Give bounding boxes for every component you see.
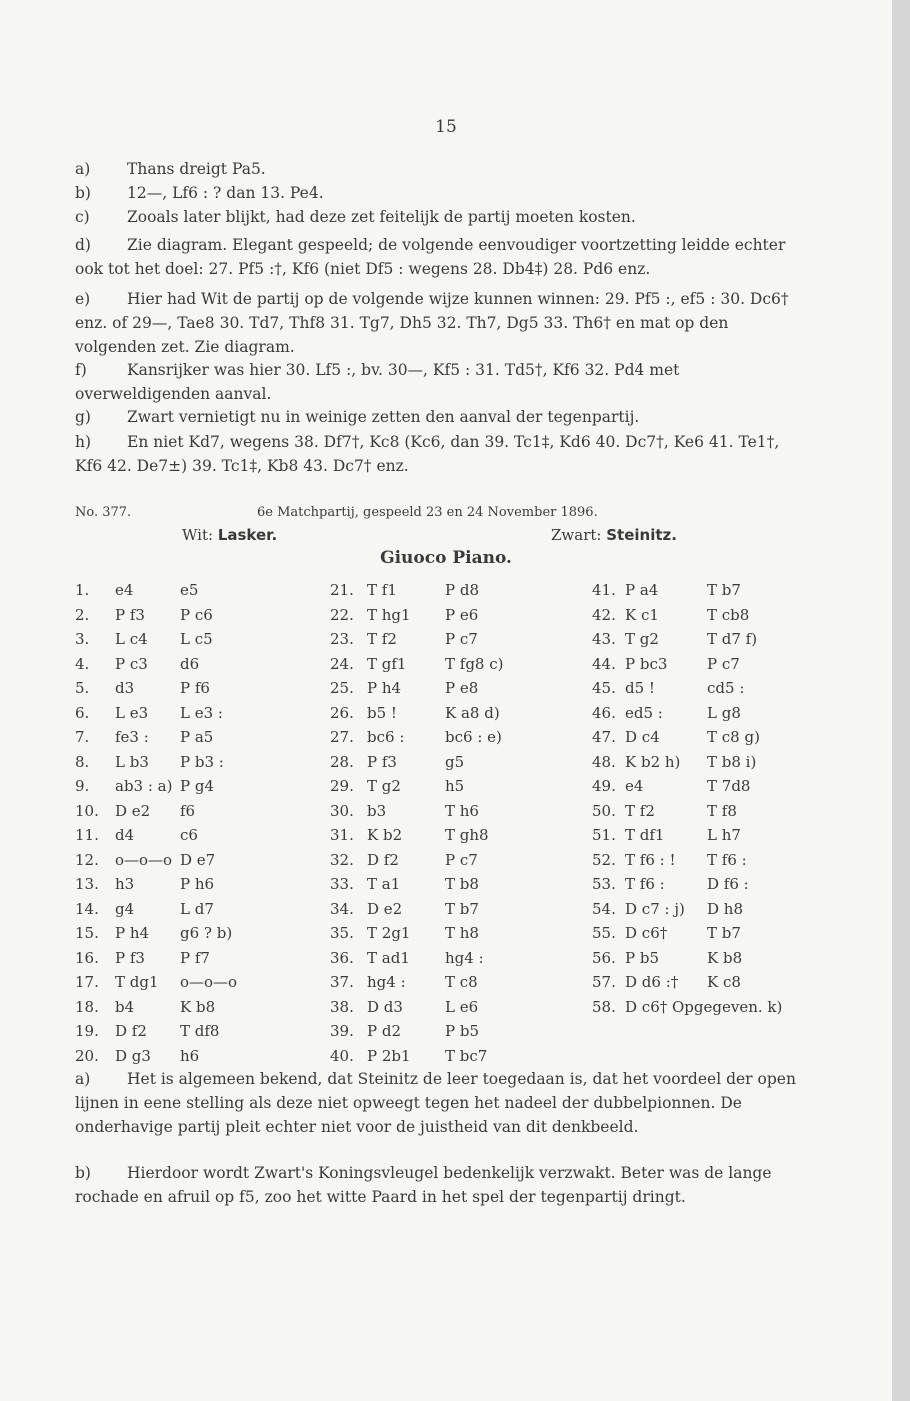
white-move: P f3 — [115, 948, 145, 967]
black-move: P c7 — [445, 630, 478, 648]
move-number: 36. — [330, 948, 354, 967]
move-number: 30. — [330, 801, 354, 820]
white-move: T df1 — [625, 826, 665, 844]
black-move: g5 — [445, 752, 465, 771]
white-move: P 2b1 — [367, 1046, 411, 1065]
black-move: P b5 — [445, 1022, 480, 1040]
move-number: 9. — [75, 777, 90, 795]
white-move: T g2 — [625, 630, 659, 648]
black-move: hg4 : — [445, 948, 484, 967]
white-move: T f6 : ! — [625, 850, 676, 869]
move-row — [75, 578, 325, 603]
move-row — [330, 921, 585, 946]
move-number: 22. — [330, 605, 354, 624]
move-number: 56. — [592, 948, 616, 967]
move-row — [592, 578, 812, 603]
move-row — [330, 750, 585, 775]
footnote-d: d) Zie diagram. Elegant gespeeld; de volgende eenvoudiger voortzetting leidde echter ook tot het doel: 27. Pf5 :†, Kf6 (niet Df5 : wegens 28. Db4‡) 28. Pd6 enz. — [75, 236, 786, 278]
move-row — [330, 799, 585, 824]
move-row — [330, 652, 585, 677]
black-move: K b8 — [707, 948, 743, 967]
move-row — [592, 970, 812, 995]
move-number: 41. — [592, 581, 616, 599]
black-move: L h7 — [707, 826, 741, 844]
move-row — [330, 872, 585, 897]
move-number: 24. — [330, 654, 354, 673]
black-move: L c5 — [180, 630, 213, 648]
white-move: T f2 — [367, 630, 397, 648]
black-move: P c7 — [445, 850, 478, 869]
white-move: P bc3 — [625, 654, 668, 673]
move-row — [592, 1044, 812, 1069]
black-move: L e3 : — [180, 703, 223, 722]
black-move: T f8 — [707, 801, 737, 820]
move-row — [75, 774, 325, 799]
move-number: 39. — [330, 1022, 354, 1040]
game-header: 6e Matchpartij, gespeeld 23 en 24 November 1896. — [257, 505, 598, 520]
move-row — [75, 897, 325, 922]
black-move: T b8 i) — [707, 752, 757, 771]
move-number: 55. — [592, 924, 616, 942]
footnote-c: c) Zooals later blijkt, had deze zet feitelijk de partij moeten kosten. — [75, 208, 636, 226]
white-move: P h4 — [115, 924, 150, 942]
move-row — [330, 1019, 585, 1044]
black-move: P g4 — [180, 777, 215, 795]
white-move: e4 — [115, 581, 134, 599]
black-move: h5 — [445, 777, 465, 795]
black-move: P a5 — [180, 728, 214, 746]
move-number: 10. — [75, 801, 99, 820]
white-move: T f2 — [625, 801, 655, 820]
move-row — [75, 627, 325, 652]
white-move: P f3 — [115, 605, 145, 624]
black-move: P c6 — [180, 605, 213, 624]
white-move: d3 — [115, 679, 135, 697]
move-row — [592, 1019, 812, 1044]
white-move: T f1 — [367, 581, 397, 599]
move-row — [75, 921, 325, 946]
move-row — [330, 578, 585, 603]
move-number: 26. — [330, 703, 354, 722]
move-row — [330, 676, 585, 701]
footnote-b: b) 12—, Lf6 : ? dan 13. Pe4. — [75, 184, 324, 202]
black-move: bc6 : e) — [445, 728, 502, 746]
white-move: b4 — [115, 997, 135, 1016]
black-player: Zwart: Steinitz. — [551, 526, 677, 544]
move-row — [592, 652, 812, 677]
game-number: No. 377. — [75, 505, 132, 520]
white-move: K b2 h) — [625, 752, 681, 771]
move-row — [75, 970, 325, 995]
white-move: D g3 — [115, 1046, 151, 1065]
move-row — [330, 897, 585, 922]
black-move: e5 — [180, 581, 199, 599]
move-number: 7. — [75, 728, 90, 746]
move-number: 25. — [330, 679, 354, 697]
white-move: T ad1 — [367, 948, 410, 967]
move-number: 34. — [330, 899, 354, 918]
move-row — [592, 848, 812, 873]
black-move: P b3 : — [180, 752, 224, 771]
black-move: L e6 — [445, 997, 479, 1016]
move-number: 12. — [75, 850, 99, 869]
black-move: T gh8 — [445, 826, 489, 844]
move-number: 18. — [75, 997, 99, 1016]
move-row — [592, 995, 812, 1020]
move-row — [592, 701, 812, 726]
white-player: Wit: Lasker. — [182, 526, 278, 544]
move-row — [75, 1019, 325, 1044]
move-number: 19. — [75, 1022, 99, 1040]
move-number: 32. — [330, 850, 354, 869]
move-number: 8. — [75, 752, 90, 771]
white-move: D d6 :† — [625, 973, 679, 991]
footnote-e: e) Hier had Wit de partij op de volgende wijze kunnen winnen: 29. Pf5 :, ef5 : 30. Dc6† enz. of 29—, Tae8 30. Td7, Thf8 31. Tg7, Dh5 32. Th7, Dg5 33. Th6† en mat op den volgenden zet. Zie diagram. — [75, 290, 789, 356]
white-move: T f6 : — [625, 875, 665, 893]
move-number: 50. — [592, 801, 616, 820]
move-row — [330, 774, 585, 799]
black-move: T f6 : — [707, 850, 747, 869]
move-number: 17. — [75, 973, 99, 991]
move-row — [75, 750, 325, 775]
move-row — [75, 676, 325, 701]
white-move: T hg1 — [367, 605, 411, 624]
move-number: 21. — [330, 581, 354, 599]
white-move: K c1 — [625, 605, 659, 624]
move-row — [592, 725, 812, 750]
white-move: T a1 — [367, 875, 401, 893]
move-number: 29. — [330, 777, 354, 795]
move-number: 57. — [592, 973, 616, 991]
black-move: g6 ? b) — [180, 924, 233, 942]
black-move: T c8 g) — [707, 728, 760, 746]
black-move: P h6 — [180, 875, 215, 893]
black-move: K c8 — [707, 973, 741, 991]
move-row — [330, 701, 585, 726]
white-move: g4 — [115, 899, 135, 918]
move-row — [75, 652, 325, 677]
white-move: b5 ! — [367, 703, 397, 722]
white-move: ed5 : — [625, 703, 663, 722]
footnote-bottom-b: b) Hierdoor wordt Zwart's Koningsvleugel bedenkelijk verzwakt. Beter was de lange rochade en afruil op f5, zoo het witte Paard in het spel der tegenpartij dringt. — [75, 1164, 772, 1206]
move-row — [330, 946, 585, 971]
black-move: T b7 — [707, 924, 741, 942]
white-move: b3 — [367, 801, 387, 820]
move-number: 49. — [592, 777, 616, 795]
move-row — [75, 995, 325, 1020]
footnote-f: f) Kansrijker was hier 30. Lf5 :, bv. 30—, Kf5 : 31. Td5†, Kf6 32. Pd4 met overweldigenden aanval. — [75, 361, 680, 403]
move-number: 23. — [330, 630, 354, 648]
move-number: 38. — [330, 997, 354, 1016]
move-row — [592, 823, 812, 848]
white-move: P f3 — [367, 752, 397, 771]
move-row — [592, 676, 812, 701]
black-move: f6 — [180, 801, 196, 820]
move-row — [592, 921, 812, 946]
black-move: T h8 — [445, 924, 479, 942]
move-number: 16. — [75, 948, 99, 967]
footnote-a: a) Thans dreigt Pa5. — [75, 160, 266, 178]
black-move: L g8 — [707, 703, 741, 722]
white-move: K b2 — [367, 826, 403, 844]
black-move: h6 — [180, 1046, 200, 1065]
moves-column-1 — [75, 578, 325, 1068]
white-move: hg4 : — [367, 973, 406, 991]
white-move: T 2g1 — [367, 924, 411, 942]
move-number: 20. — [75, 1046, 99, 1065]
move-number: 40. — [330, 1046, 354, 1065]
move-number: 43. — [592, 630, 616, 648]
white-move: e4 — [625, 777, 644, 795]
white-move: P b5 — [625, 948, 660, 967]
move-number: 3. — [75, 630, 90, 648]
white-move: L b3 — [115, 752, 149, 771]
black-move: P e6 — [445, 605, 479, 624]
black-move: P f6 — [180, 679, 210, 697]
move-row — [75, 1044, 325, 1069]
page-edge — [892, 0, 910, 1401]
move-number: 37. — [330, 973, 354, 991]
move-row — [592, 750, 812, 775]
move-row — [330, 823, 585, 848]
move-number: 14. — [75, 899, 99, 918]
black-move: P d8 — [445, 581, 480, 599]
black-move: D h8 — [707, 899, 743, 918]
black-move: T 7d8 — [707, 777, 751, 795]
move-number: 31. — [330, 826, 354, 844]
move-row — [75, 603, 325, 628]
white-move: P d2 — [367, 1022, 402, 1040]
move-row — [592, 627, 812, 652]
black-move: T bc7 — [445, 1046, 488, 1065]
black-move: d6 — [180, 654, 200, 673]
black-move: T h6 — [445, 801, 479, 820]
white-move: T g2 — [367, 777, 401, 795]
move-number: 6. — [75, 703, 90, 722]
move-number: 33. — [330, 875, 354, 893]
white-move: D c4 — [625, 728, 660, 746]
move-number: 27. — [330, 728, 354, 746]
white-move: P h4 — [367, 679, 402, 697]
move-number: 46. — [592, 703, 616, 722]
white-move: ab3 : a) — [115, 777, 173, 795]
move-number: 58. — [592, 997, 616, 1016]
move-number: 54. — [592, 899, 616, 918]
opening-title: Giuoco Piano. — [380, 548, 512, 568]
move-number: 2. — [75, 605, 90, 624]
move-row — [75, 701, 325, 726]
move-number: 47. — [592, 728, 616, 746]
footnote-g: g) Zwart vernietigt nu in weinige zetten den aanval der tegenpartij. — [75, 408, 640, 426]
black-move: o—o—o — [180, 973, 238, 991]
white-move: D e2 — [367, 899, 403, 918]
move-number: 42. — [592, 605, 616, 624]
moves-column-3 — [592, 578, 812, 1068]
move-row — [592, 897, 812, 922]
move-number: 11. — [75, 826, 99, 844]
move-row — [75, 946, 325, 971]
move-number: 53. — [592, 875, 616, 893]
black-move: T fg8 c) — [445, 654, 504, 673]
move-row — [75, 823, 325, 848]
black-move: c6 — [180, 826, 198, 844]
white-move: D c6† Opgegeven. k) — [625, 997, 783, 1016]
move-row — [330, 725, 585, 750]
white-move: o—o—o — [115, 850, 173, 869]
white-move: L c4 — [115, 630, 148, 648]
move-number: 1. — [75, 581, 90, 599]
move-row — [330, 1044, 585, 1069]
move-row — [592, 799, 812, 824]
black-move: cd5 : — [707, 679, 745, 697]
black-move: K a8 d) — [445, 703, 500, 722]
move-row — [592, 946, 812, 971]
move-row — [75, 799, 325, 824]
black-move: D e7 — [180, 850, 216, 869]
move-row — [592, 603, 812, 628]
black-move: T b7 — [707, 581, 741, 599]
white-move: P c3 — [115, 654, 148, 673]
move-number: 51. — [592, 826, 616, 844]
white-move: T dg1 — [115, 973, 159, 991]
white-move: d5 ! — [625, 679, 655, 697]
move-row — [75, 725, 325, 750]
white-move: D c6† — [625, 924, 668, 942]
move-row — [330, 848, 585, 873]
move-row — [75, 872, 325, 897]
move-number: 48. — [592, 752, 616, 771]
move-number: 45. — [592, 679, 616, 697]
white-move: bc6 : — [367, 728, 405, 746]
footnote-h: h) En niet Kd7, wegens 38. Df7†, Kc8 (Kc6, dan 39. Tc1‡, Kd6 40. Dc7†, Ke6 41. Te1†, Kf6 42. De7±) 39. Tc1‡, Kb8 43. Dc7† enz. — [75, 433, 780, 475]
move-row — [75, 848, 325, 873]
white-move: P a4 — [625, 581, 659, 599]
black-move: T b8 — [445, 875, 479, 893]
move-row — [330, 970, 585, 995]
white-move: D e2 — [115, 801, 151, 820]
move-number: 35. — [330, 924, 354, 942]
move-row — [592, 774, 812, 799]
white-move: T gf1 — [367, 654, 407, 673]
black-move: P e8 — [445, 679, 479, 697]
move-number: 44. — [592, 654, 616, 673]
black-move: D f6 : — [707, 875, 749, 893]
white-move: L e3 — [115, 703, 149, 722]
move-number: 15. — [75, 924, 99, 942]
move-row — [330, 603, 585, 628]
white-move: D c7 : j) — [625, 899, 685, 918]
black-move: L d7 — [180, 899, 214, 918]
black-move: T cb8 — [707, 605, 750, 624]
black-move: P c7 — [707, 654, 740, 673]
move-row — [592, 872, 812, 897]
black-move: T df8 — [180, 1022, 220, 1040]
white-move: D f2 — [115, 1022, 147, 1040]
move-number: 52. — [592, 850, 616, 869]
move-number: 4. — [75, 654, 90, 673]
white-move: h3 — [115, 875, 135, 893]
move-row — [330, 995, 585, 1020]
move-row — [330, 627, 585, 652]
black-move: T d7 f) — [707, 630, 758, 648]
move-number: 28. — [330, 752, 354, 771]
page-number: 15 — [435, 117, 457, 137]
white-move: D f2 — [367, 850, 399, 869]
move-number: 5. — [75, 679, 90, 697]
black-move: P f7 — [180, 948, 210, 967]
white-move: D d3 — [367, 997, 403, 1016]
white-move: fe3 : — [115, 728, 149, 746]
black-move: T c8 — [445, 973, 478, 991]
footnote-bottom-a: a) Het is algemeen bekend, dat Steinitz de leer toegedaan is, dat het voordeel der open lijnen in eene stelling als deze niet opweegt tegen het nadeel der dubbelpionnen. De onderhavige partij pleit echter niet voor de juistheid van dit denkbeeld. — [75, 1070, 796, 1136]
moves-column-2 — [330, 578, 585, 1068]
black-move: K b8 — [180, 997, 216, 1016]
move-number: 13. — [75, 875, 99, 893]
black-move: T b7 — [445, 899, 479, 918]
white-move: d4 — [115, 826, 135, 844]
